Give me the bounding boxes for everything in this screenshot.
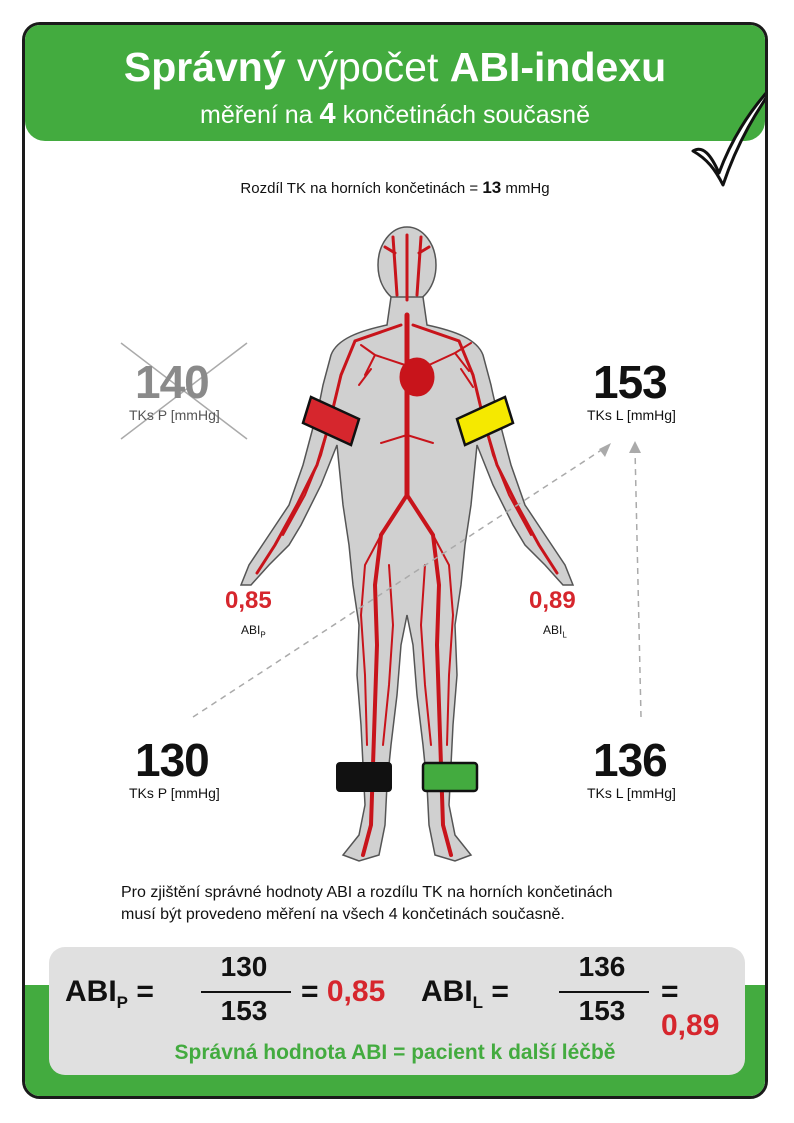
abi-left-label xyxy=(543,623,567,639)
calc-right-label xyxy=(65,975,154,1013)
calc-left-fraction-line xyxy=(559,991,649,993)
calc-right-eq: = xyxy=(128,975,154,1008)
leg-left-pressure: 136 xyxy=(593,734,667,786)
measurement-note xyxy=(121,882,721,926)
leg-right-pressure: 130 xyxy=(135,734,209,786)
arm-right-pressure: 140 xyxy=(135,356,209,408)
subtitle-number: 4 xyxy=(319,98,336,130)
calc-left-label xyxy=(421,975,509,1013)
subtitle-post: končetinách současně xyxy=(335,101,590,129)
calc-right-numerator: 130 xyxy=(220,951,268,982)
abi-right-label-text: ABI xyxy=(241,623,261,637)
poster-frame xyxy=(22,22,768,1099)
calc-left-label-sub: L xyxy=(472,993,484,1012)
arrowhead-right-icon xyxy=(599,443,611,457)
abi-left-label-sub: L xyxy=(562,630,567,640)
subtitle-pre: měření na xyxy=(200,101,320,129)
leg-right-unit: TKs P [mmHg] xyxy=(129,785,220,801)
abi-right-label xyxy=(241,623,266,639)
calc-right-label-sub: P xyxy=(116,993,129,1012)
calc-left-numerator: 136 xyxy=(578,951,626,982)
arrowhead-left-icon xyxy=(629,441,641,453)
circulatory-system-illustration xyxy=(25,25,768,1099)
cuff-left-leg xyxy=(423,763,477,791)
arm-left-pressure: 153 xyxy=(593,356,667,408)
calc-right-label-text: ABI xyxy=(65,975,117,1008)
abi-right-label-sub: P xyxy=(260,630,266,640)
abi-right-value: 0,85 xyxy=(225,587,272,614)
title-bold-abi: ABI-indexu xyxy=(449,44,667,90)
calc-left-result xyxy=(661,975,745,1043)
title-bold-correct: Správný xyxy=(123,44,286,90)
diff-prefix: Rozdíl TK na horních končetinách = xyxy=(240,180,483,197)
calc-left-result-eq: = xyxy=(661,975,679,1008)
diff-unit: mmHg xyxy=(501,180,550,197)
calc-right-result-eq: = xyxy=(301,975,327,1008)
abi-left-label-text: ABI xyxy=(543,623,563,637)
note-line-1: Pro zjištění správné hodnoty ABI a rozdílu TK na horních končetinách xyxy=(121,884,613,901)
leg-left-unit: TKs L [mmHg] xyxy=(587,785,676,801)
diff-value: 13 xyxy=(482,178,502,197)
calc-right-result xyxy=(301,975,385,1009)
abi-left-value: 0,89 xyxy=(529,587,576,614)
arm-right-unit: TKs P [mmHg] xyxy=(129,407,220,423)
calc-right-fraction-line xyxy=(201,991,291,993)
arm-left-unit: TKs L [mmHg] xyxy=(587,407,676,423)
calc-left-eq: = xyxy=(483,975,509,1008)
calc-right-denominator: 153 xyxy=(220,995,268,1026)
calc-left-result-value: 0,89 xyxy=(661,1009,720,1042)
note-line-2: musí být provedeno měření na všech 4 končetinách současně. xyxy=(121,906,565,923)
calc-right-result-value: 0,85 xyxy=(326,975,386,1008)
verdict-text: Správná hodnota ABI = pacient k další léčbě xyxy=(174,1041,616,1064)
calc-left-denominator: 153 xyxy=(578,995,626,1026)
title-middle: výpočet xyxy=(285,44,450,90)
cuff-right-leg xyxy=(337,763,391,791)
calc-left-label-text: ABI xyxy=(421,975,473,1008)
